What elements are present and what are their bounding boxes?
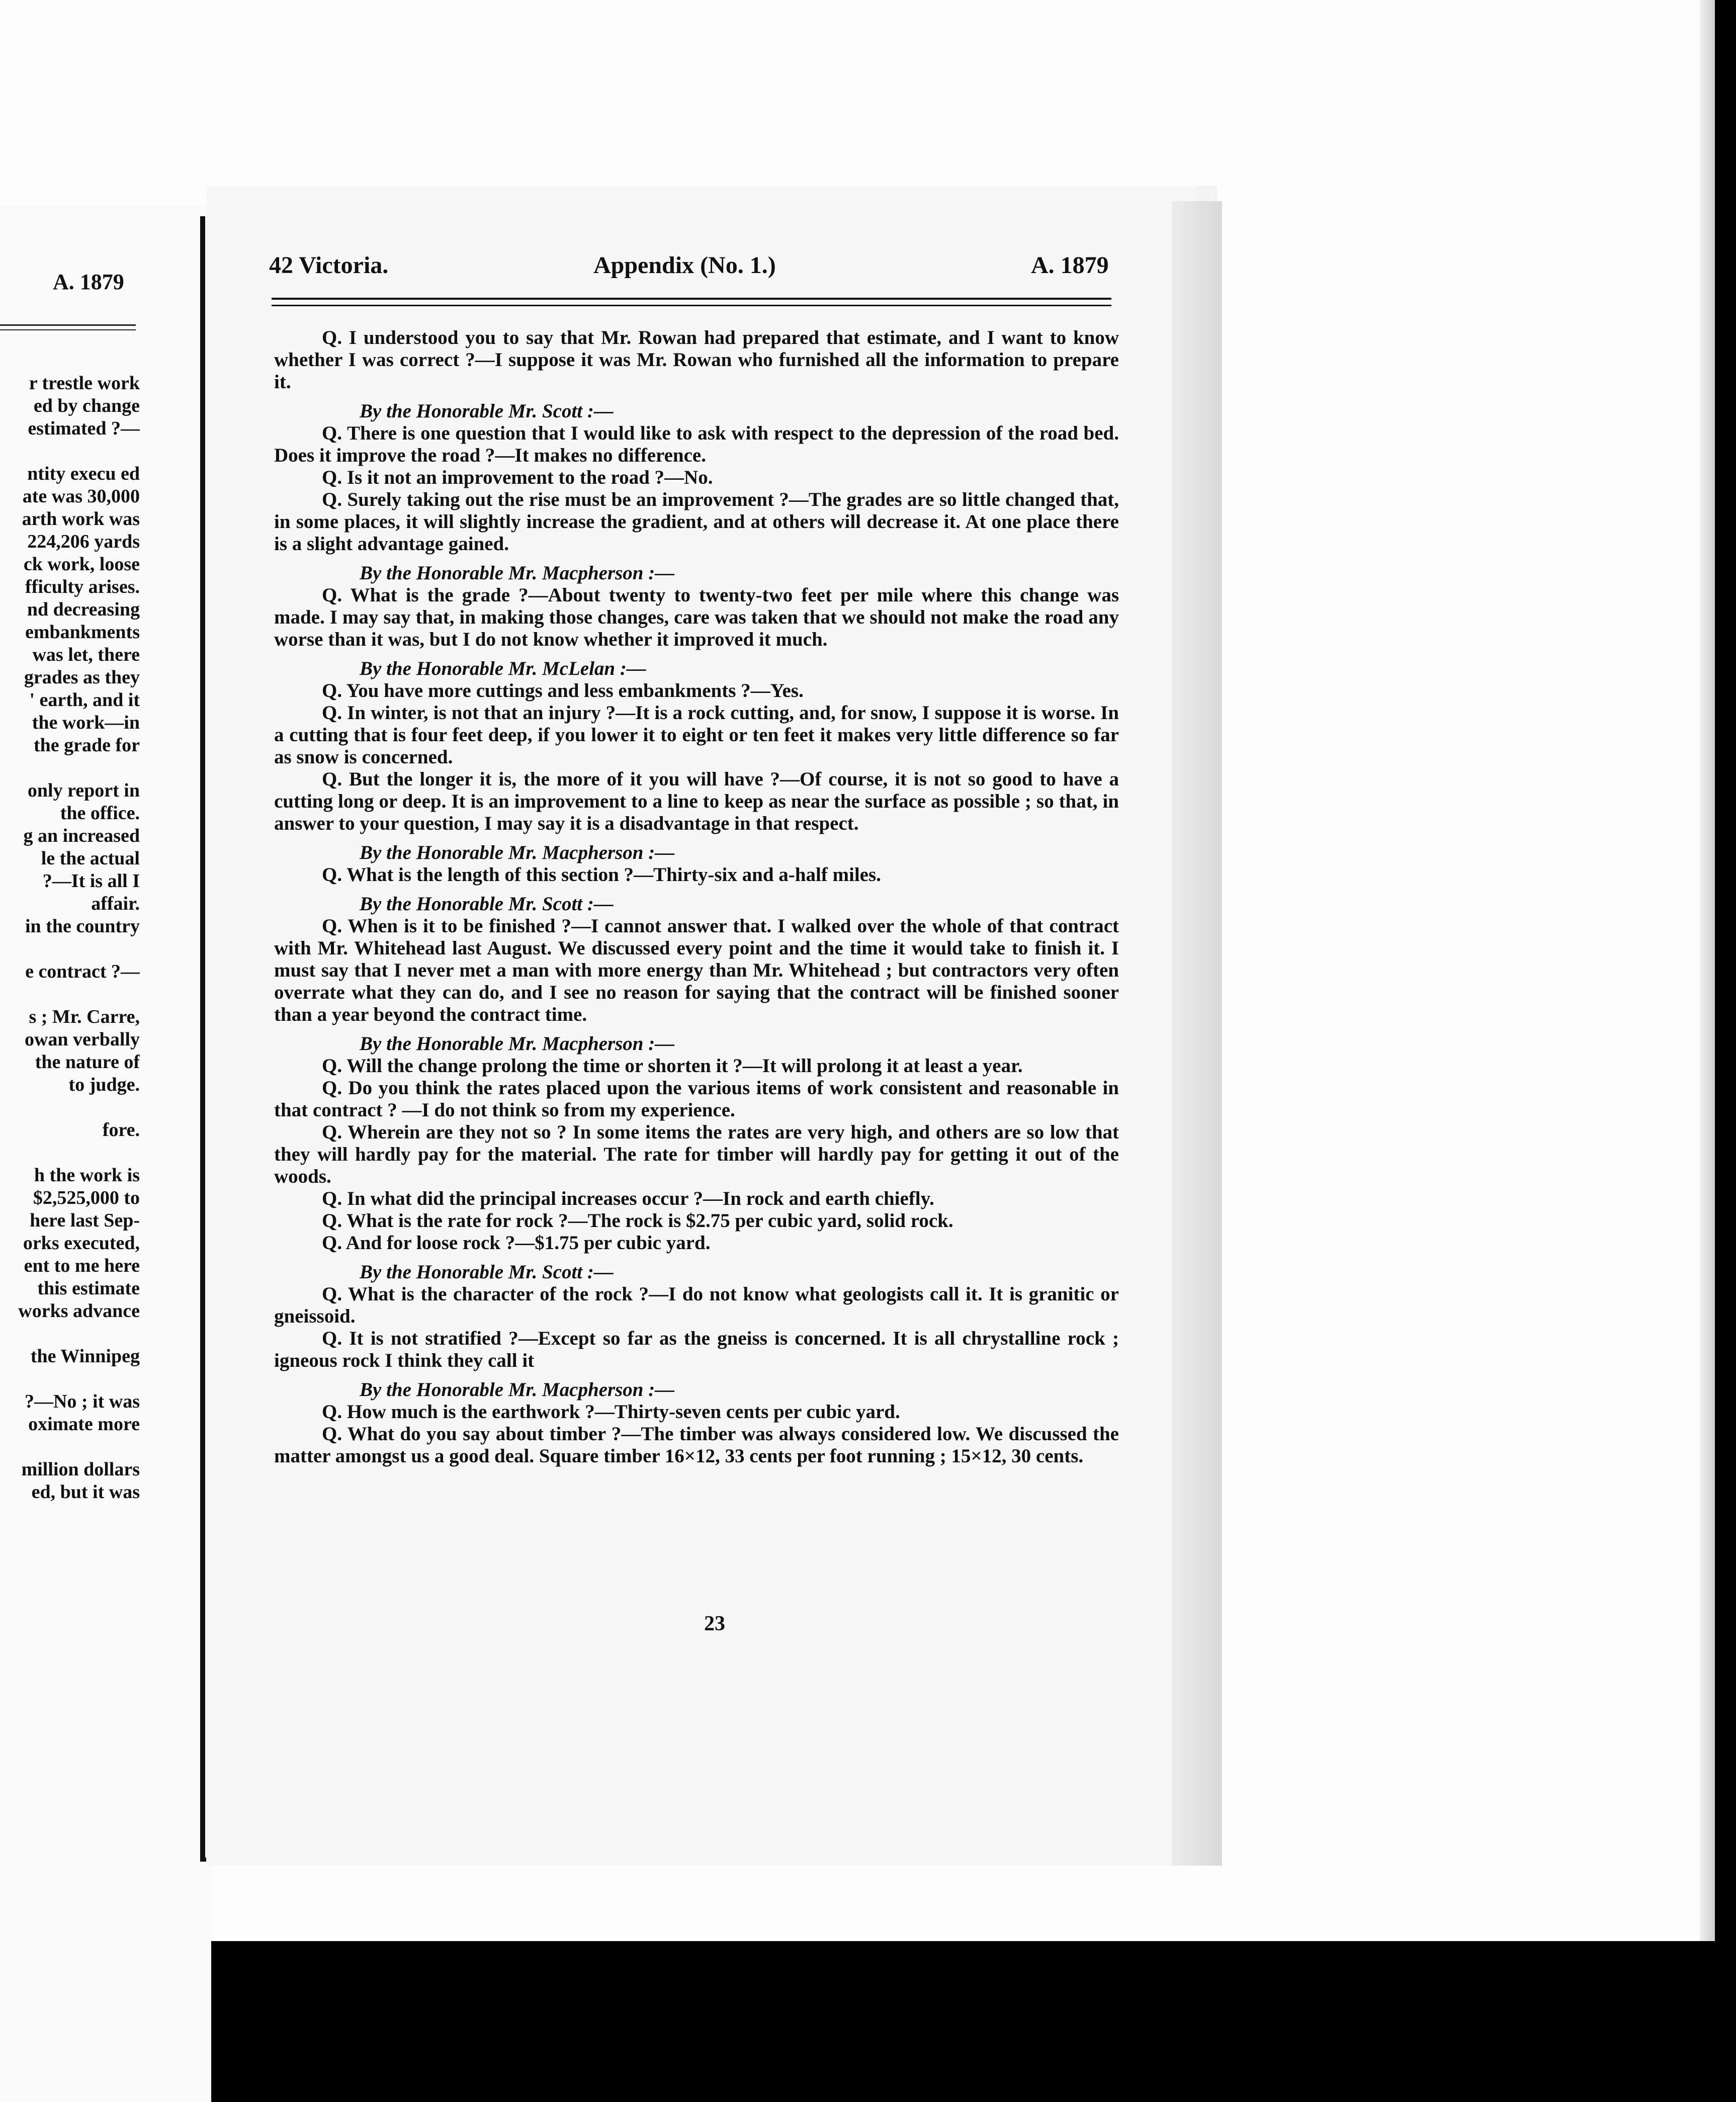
question-answer: Q. What do you say about timber ?—The timber was always considered low. We discussed the matter amongst us a good deal. Square timber 16×12, 33 cents per foot running ; 15×12, 30 cents.: [274, 1423, 1119, 1467]
left-page-line: fficulty arises.: [25, 576, 140, 597]
left-page: [0, 206, 211, 2102]
left-page-line: here last Sep-: [30, 1210, 140, 1231]
left-page-line: the nature of: [30, 1052, 140, 1073]
left-page-line: $2,525,000 to: [28, 1187, 140, 1208]
left-page-line: affair.: [91, 893, 140, 914]
left-page-line: ent to me here: [24, 1255, 140, 1276]
left-page-line: embankments: [25, 622, 140, 643]
left-page-line: s ; Mr. Carre,: [29, 1006, 140, 1027]
left-page-line: the Winnipeg: [26, 1346, 140, 1367]
page-number: 23: [704, 1612, 725, 1635]
left-page-gap: [0, 1368, 140, 1390]
left-page-gap: [0, 1323, 140, 1345]
speaker-heading: By the Honorable Mr. McLelan :—: [360, 658, 646, 679]
left-page-line: 224,206 yards: [22, 531, 140, 552]
speaker-heading: By the Honorable Mr. Scott :—: [360, 1261, 614, 1283]
speaker-heading: By the Honorable Mr. Macpherson :—: [360, 562, 675, 584]
scan-edge: [1700, 0, 1715, 1941]
left-page-line: owan verbally: [24, 1029, 140, 1050]
binding-line: [200, 216, 205, 1861]
left-page-line: the work—in: [27, 712, 140, 733]
left-page-line: ate was 30,000: [22, 486, 140, 507]
left-page-line: the grade for: [29, 735, 140, 756]
question-answer: Q. What is the rate for rock ?—The rock is $2.75 per cubic yard, solid rock.: [322, 1210, 953, 1232]
left-page-line: works advance: [18, 1300, 140, 1322]
header-rule: [272, 298, 1111, 306]
question-answer: Q. It is not stratified ?—Except so far as the gneiss is concerned. It is all chrystalline rock ; igneous rock I think they call it: [274, 1328, 1119, 1371]
left-page-line: ?—No ; it was: [24, 1391, 140, 1412]
left-page-line: arth work was: [22, 508, 140, 530]
question-answer: Q. Wherein are they not so ? In some items the rates are very high, and others are so low that they will hardly pay for the material. The rate for timber will hardly pay for getting it out of the woods.: [274, 1121, 1119, 1187]
left-page-line: only report in: [27, 780, 140, 801]
left-page-line: le the actual: [41, 848, 140, 869]
left-page-gap: [0, 938, 140, 960]
question-answer: Q. And for loose rock ?—$1.75 per cubic yard.: [322, 1232, 711, 1254]
left-page-line: oximate more: [28, 1414, 140, 1435]
question-answer: Q. Is it not an improvement to the road ?—No.: [322, 467, 713, 488]
question-answer: Q. Surely taking out the rise must be an improvement ?—The grades are so little changed that, in some places, it will slightly increase the gradient, and at others will decrease it. At one place there is a slight advantage gained.: [274, 489, 1119, 555]
question-answer: Q. What is the character of the rock ?—I do not know what geologists call it. It is granitic or gneissoid.: [274, 1283, 1119, 1327]
left-page-line: r trestle work: [29, 373, 140, 394]
question-answer: Q. What is the grade ?—About twenty to twenty-two feet per mile where this change was made. I may say that, in making those changes, care was taken that we should not make the road any worse than it was, but I do not know whether it improved it much.: [274, 584, 1119, 650]
question-answer: Q. How much is the earthwork ?—Thirty-seven cents per cubic yard.: [322, 1401, 900, 1423]
speaker-heading: By the Honorable Mr. Scott :—: [360, 400, 614, 422]
left-page-line: the office.: [60, 803, 140, 824]
left-page-line: grades as they: [24, 667, 140, 688]
question-answer: Q. In what did the principal increases occur ?—In rock and earth chiefly.: [322, 1188, 934, 1209]
left-page-rule: [0, 324, 136, 330]
left-page-text: [0, 372, 140, 1504]
left-page-line: ?—It is all I: [38, 870, 140, 892]
testimony-text: [274, 327, 1119, 1467]
left-page-line: in the country: [25, 916, 140, 937]
left-page-line: estimated ?—: [23, 418, 140, 439]
left-page-gap: [0, 983, 140, 1006]
left-page-line: ed, but it was: [31, 1481, 140, 1503]
speaker-heading: By the Honorable Mr. Scott :—: [360, 893, 614, 915]
header-appendix: Appendix (No. 1.): [593, 252, 776, 279]
question-answer: Q. There is one question that I would like to ask with respect to the depression of the road bed. Does it improve the road ?—It makes no difference.: [274, 422, 1119, 466]
left-page-line: g an increased: [23, 825, 140, 846]
header-volume: 42 Victoria.: [269, 252, 389, 279]
question-answer: Q. You have more cuttings and less embankments ?—Yes.: [322, 680, 804, 702]
page-shadow: [1172, 201, 1222, 1866]
left-page-line: ' earth, and it: [29, 689, 140, 711]
question-answer: Q. Do you think the rates placed upon the various items of work consistent and reasonable in that contract ? —I do not think so from my experience.: [274, 1077, 1119, 1121]
question-answer: Q. When is it to be finished ?—I cannot answer that. I walked over the whole of that contract with Mr. Whitehead last August. We discussed every point and the time it would take to finish it. I must say that I never met a man with more energy than Mr. Whitehead ; but contractors very often overrate what they can do, and I see no reason for saying that the contract will be finished sooner than a year beyond the contract time.: [274, 915, 1119, 1025]
question-answer: Q. I understood you to say that Mr. Rowan had prepared that estimate, and I want to know whether I was correct ?—I suppose it was Mr. Rowan who furnished all the information to prepare it.: [274, 327, 1119, 393]
question-answer: Q. But the longer it is, the more of it you will have ?—Of course, it is not so good to have a cutting long or deep. It is an improvement to a line to keep as near the surface as possible ; so that, in answer to your question, I may say it is a disadvantage in that respect.: [274, 768, 1119, 834]
left-page-gap: [0, 1142, 140, 1164]
speaker-heading: By the Honorable Mr. Macpherson :—: [360, 1033, 675, 1055]
left-page-line: ed by change: [33, 395, 140, 416]
question-answer: Q. Will the change prolong the time or shorten it ?—It will prolong it at least a year.: [322, 1055, 1023, 1077]
left-page-line: nd decreasing: [27, 599, 140, 620]
left-page-line: million dollars: [21, 1459, 140, 1480]
left-page-line: ck work, loose: [23, 554, 140, 575]
left-page-gap: [0, 1096, 140, 1119]
left-page-line: e contract ?—: [25, 961, 140, 982]
left-page-line: to judge.: [64, 1074, 140, 1095]
left-page-line: fore.: [102, 1119, 140, 1141]
left-page-line: ntity execu ed: [27, 463, 140, 484]
left-page-gap: [0, 1436, 140, 1458]
left-page-line: was let, there: [27, 644, 140, 665]
question-answer: Q. In winter, is not that an injury ?—It is a rock cutting, and, for snow, I suppose it is worse. In a cutting that is four feet deep, if you lower it to eight or ten feet it makes very little difference so far as snow is concerned.: [274, 702, 1119, 768]
left-page-gap: [0, 757, 140, 779]
left-page-gap: [0, 440, 140, 463]
question-answer: Q. What is the length of this section ?—Thirty-six and a-half miles.: [322, 864, 881, 886]
left-page-header: A. 1879: [53, 270, 124, 294]
header-year: A. 1879: [1031, 252, 1109, 279]
speaker-heading: By the Honorable Mr. Macpherson :—: [360, 842, 675, 863]
speaker-heading: By the Honorable Mr. Macpherson :—: [360, 1379, 675, 1400]
left-page-line: orks executed,: [23, 1233, 140, 1254]
left-page-line: this estimate: [32, 1278, 140, 1299]
left-page-line: h the work is: [34, 1165, 140, 1186]
